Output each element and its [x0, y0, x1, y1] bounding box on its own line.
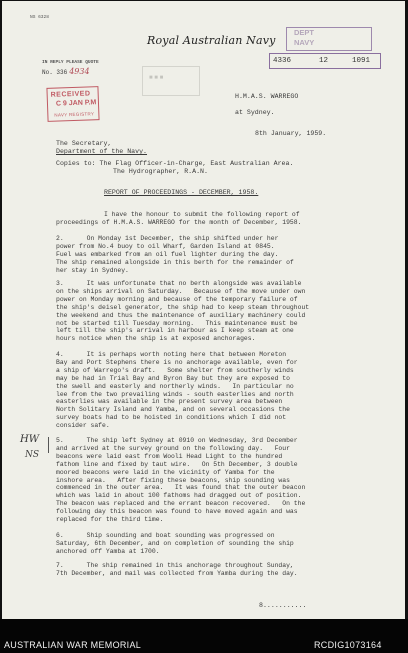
- file-number-part: 1091: [352, 57, 371, 65]
- document-page: [2, 1, 405, 619]
- reply-quote-label: IN REPLY PLEASE QUOTE: [42, 60, 99, 65]
- paragraph-3: 3. It was unfortunate that no berth alongside was available on the ships arrival on Saturday. Because of the move under own power on Monday morning and because of the temporary failure of the ship's deisel generator, the ship had to keep steam throughout the weekend and thus the maintenance of auxiliary machinery could not be started till Tuesday morning. This maintenance must be left till the ship's arrival in harbour as I keep steam at one hours notice when the ship is at exposed anchorages.: [56, 280, 310, 343]
- paragraph-1: I have the honour to submit the following report of proceedings of H.M.A.S. WARREGO for the month of December, 1958.: [56, 211, 302, 226]
- paragraph-6: 6. Ship sounding and boat sounding was progressed on Saturday, 6th December, and on completion of sounding the ship anchored off Yamba at 1700.: [56, 532, 294, 555]
- continued-marker: 8...........: [259, 602, 307, 609]
- file-number-part: 4336: [273, 57, 292, 65]
- footer-record-id: RCDIG1073164: [314, 640, 382, 650]
- letter-date: 8th January, 1959.: [255, 130, 327, 137]
- addressee-line-2: Department of the Navy.: [56, 148, 148, 155]
- letterhead: Royal Australian Navy: [147, 34, 276, 47]
- registry-stamp: DEPT NAVY 4336 12 1091: [264, 27, 382, 71]
- paragraph-7: 7. The ship remained in this anchorage throughout Sunday, 7th December, and mail was collected from Yamba during the day.: [56, 562, 298, 577]
- footer-institution: AUSTRALIAN WAR MEMORIAL: [4, 640, 142, 650]
- paragraph-2: 2. On Monday 1st December, the ship shifted under her power from No.4 buoy to oil Wharf, Garden Island at 0845. Fuel was embarked from an oil fuel lighter during the day. The ship remained alongside in this berth for the remainder of her stay in Sydney.: [56, 235, 294, 274]
- received-stamp: RECEIVED C 9 JAN P.M NAVY REGISTRY: [46, 86, 99, 122]
- sender-place: at Sydney.: [235, 109, 275, 116]
- paragraph-5: 5. The ship left Sydney at 0910 on Wednesday, 3rd December and arrived at the survey ground on the following day. Four beacons were laid east from Wooli Head Light to the hundred fathom line and fixed by taut wire. On 5th December, 3 double moored beacons were laid in the vicinity of Yamba for the inshore area. After fixing these beacons, ship sounding was commenced in the outer area. It was found that the outer beacon which was laid in about 100 fathoms had dragged out of position. The beacon was replaced and the errant beacon recovered. On the following day this beacon was found to have moved again and was replaced for the third time.: [56, 437, 306, 524]
- faint-stamp: ■ ■ ■: [142, 66, 200, 96]
- report-title: REPORT OF PROCEEDINGS - DECEMBER, 1958.: [104, 189, 259, 196]
- paragraph-4: 4. It is perhaps worth noting here that between Moreton Bay and Port Stephens there is no anchorage available, even for a ship of Warrego's draft. Some shelter from southerly winds may be had in Trial Bay and Byron Bay but they are exposed to the swell and easterly and northerly winds. In particular no lee from the two prevailing winds - south easterlies and north easterlies was available in the present survey area between North Solitary Island and Yamba, and on several occasions the survey boats had to be hoisted in conditions which I did not consider safe.: [56, 351, 298, 430]
- form-number: NS 6328: [30, 15, 49, 20]
- file-number-part: 12: [319, 57, 329, 65]
- sender: H.M.A.S. WARREGO: [235, 93, 299, 100]
- margin-mark: [48, 437, 49, 453]
- margin-note: NS: [25, 450, 40, 460]
- copies-to-line-1: Copies to: The Flag Officer-in-Charge, East Australian Area.: [56, 160, 294, 167]
- reply-quote-number: No. 336 4934: [42, 67, 90, 76]
- addressee-line-1: The Secretary,: [56, 140, 112, 147]
- margin-note: HW: [20, 434, 39, 445]
- copies-to-line-2: The Hydrographer, R.A.N.: [113, 168, 208, 175]
- archive-footer: [0, 619, 408, 653]
